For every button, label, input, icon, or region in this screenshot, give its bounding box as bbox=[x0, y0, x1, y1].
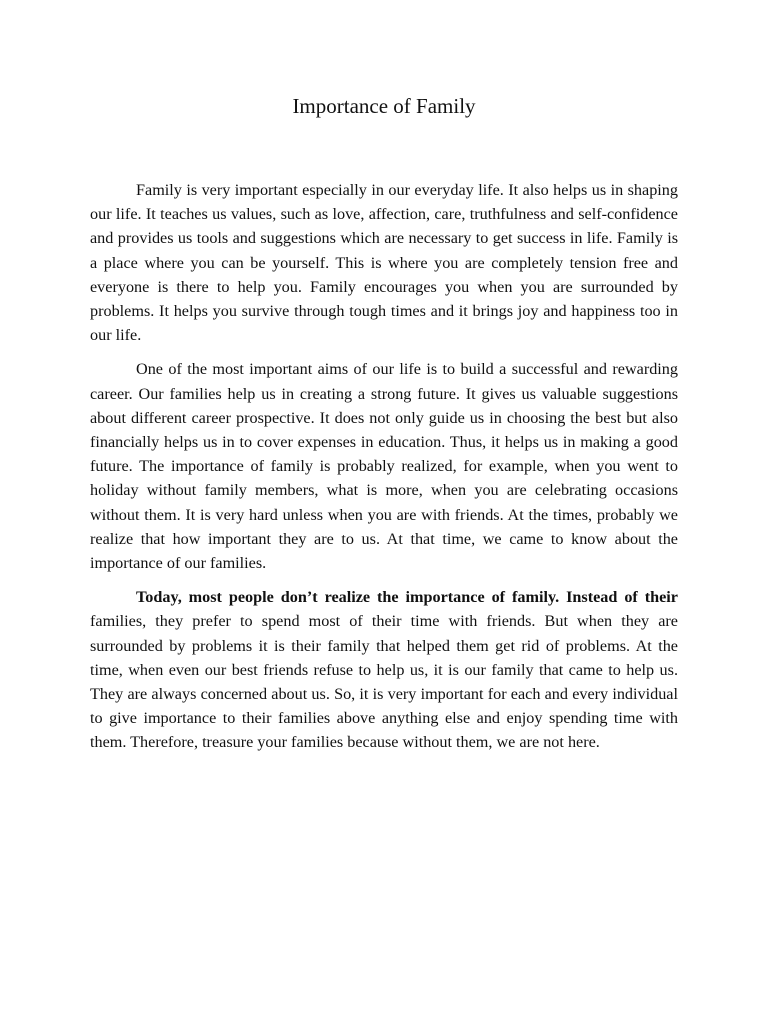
paragraph-3-bold-lead: Today, most people don’t realize the importance of family. Instead of their bbox=[136, 588, 678, 607]
document-title: Importance of Family bbox=[292, 94, 476, 118]
paragraph-2-text: One of the most important aims of our life is to build a successful and rewarding career. Our families help us in creating a strong future. It gives us valuable suggestions about different career prospective. It does not only guide us in choosing the best but also financially helps us in to cover expenses in education. Thus, it helps us in making a good future. The importance of family is probably realized, for example, when you went to holiday without family members, what is more, when you are celebrating occasions without them. It is very hard unless when you are with friends. At the times, probably we realize that how important they are to us. At that time, we came to know about the importance of our families. bbox=[90, 360, 678, 573]
paragraph-1-text: Family is very important especially in our everyday life. It also helps us in shaping our life. It teaches us values, such as love, affection, care, truthfulness and self-confidence and provides us tools and suggestions which are necessary to get success in life. Family is a place where you can be yourself. This is where you are completely tension free and everyone is there to help you. Family encourages you when you are surrounded by problems. It helps you survive through tough times and it brings joy and happiness too in our life. bbox=[90, 181, 678, 345]
document-body bbox=[90, 178, 678, 765]
paragraph-2 bbox=[90, 357, 678, 575]
paragraph-3-text: families, they prefer to spend most of their time with friends. But when they are surrounded by problems it is their family that helped them get rid of problems. At the time, when even our best friends refuse to help us, it is our family that came to help us. They are always concerned about us. So, it is very important for each and every individual to give importance to their families above anything else and enjoy spending time with them. Therefore, treasure your families because without them, we are not here. bbox=[90, 612, 678, 752]
paragraph-3 bbox=[90, 585, 678, 754]
paragraph-1 bbox=[90, 178, 678, 347]
